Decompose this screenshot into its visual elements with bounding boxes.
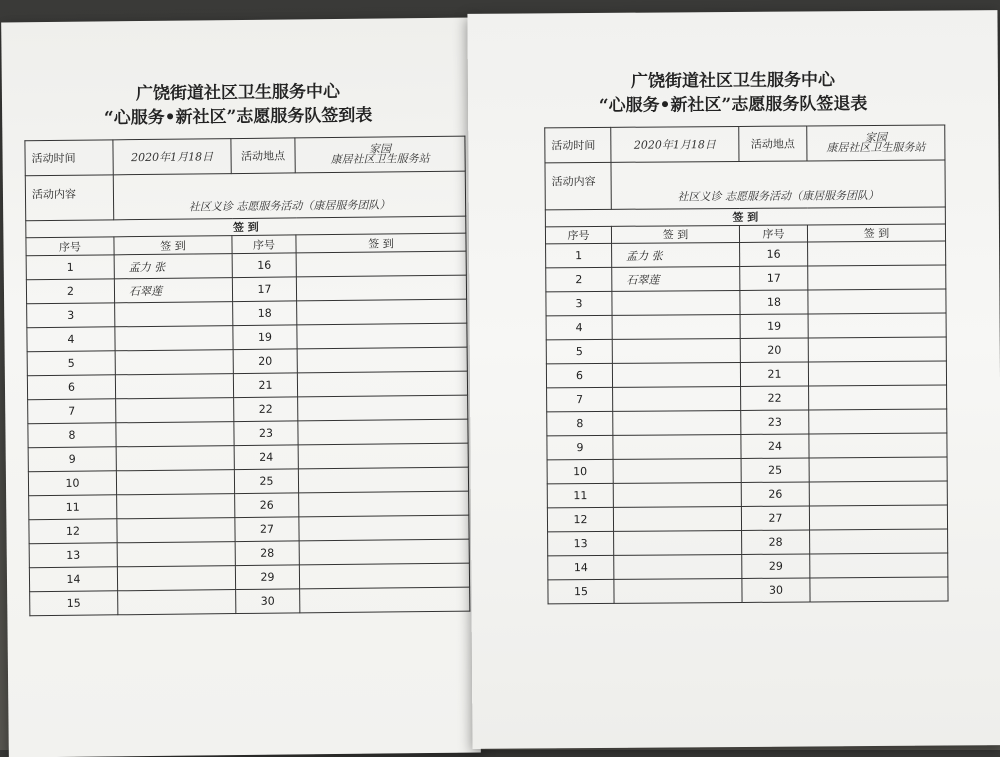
- section-header: 签 到: [26, 216, 466, 238]
- sheet-title-line2: “心服务•新社区”志愿服务队签退表: [598, 94, 868, 116]
- signature-cell: [117, 518, 235, 543]
- signature-cell: [809, 409, 947, 434]
- row-number: 16: [232, 253, 296, 278]
- sheet-title-line1: 广饶街道社区卫生服务中心: [630, 70, 835, 92]
- row-number: 18: [740, 290, 808, 314]
- signature-cell: [297, 323, 467, 349]
- signature-cell: [298, 419, 468, 445]
- row-number: 10: [28, 471, 116, 496]
- row-number: 17: [232, 277, 296, 302]
- col-header-sign: 签 到: [296, 233, 466, 253]
- signature-cell: [810, 577, 948, 602]
- signature-cell: [614, 578, 742, 603]
- row-number: 10: [547, 459, 613, 483]
- table-row: [547, 433, 947, 460]
- row-number: 3: [546, 291, 612, 315]
- col-header-no: 序号: [26, 237, 114, 256]
- signature-cell: [613, 386, 741, 411]
- row-number: 23: [234, 421, 298, 446]
- row-number: 30: [236, 589, 300, 614]
- signature-cell: [296, 275, 466, 301]
- signature-cell: [614, 530, 742, 555]
- signature-cell: 石翠莲: [114, 278, 232, 303]
- table-row: [547, 457, 947, 484]
- row-number: 11: [29, 495, 117, 520]
- row-number: 8: [28, 423, 116, 448]
- row-number: 21: [740, 362, 808, 386]
- row-number: 14: [29, 567, 117, 592]
- table-row: [548, 529, 948, 556]
- signature-cell: [808, 289, 946, 314]
- row-number: 28: [235, 541, 299, 566]
- row-number: 6: [27, 375, 115, 400]
- row-number: 14: [548, 555, 614, 579]
- signature-cell: [808, 361, 946, 386]
- table-row: [547, 409, 947, 436]
- row-number: 25: [741, 458, 809, 482]
- col-header-no: 序号: [545, 226, 611, 243]
- row-number: 19: [233, 325, 297, 350]
- row-number: 9: [547, 435, 613, 459]
- col-header-sign: 签 到: [114, 236, 232, 255]
- section-header: 签 到: [545, 207, 945, 227]
- signature-cell: [809, 481, 947, 506]
- signature-cell: [300, 587, 470, 613]
- signature-cell: 孟力 张: [612, 242, 740, 267]
- row-number: 22: [741, 386, 809, 410]
- row-number: 18: [233, 301, 297, 326]
- signature-cell: [808, 265, 946, 290]
- signature-cell: [115, 302, 233, 327]
- activity-place-label: 活动地点: [739, 126, 807, 161]
- table-row: [547, 481, 947, 508]
- signature-cell: [116, 422, 234, 447]
- row-number: 11: [547, 483, 613, 507]
- table-row: [546, 361, 946, 388]
- row-number: 29: [742, 554, 810, 578]
- col-header-sign: 签 到: [611, 225, 739, 243]
- row-number: 24: [741, 434, 809, 458]
- signature-cell: [612, 290, 740, 315]
- signature-cell: [808, 313, 946, 338]
- sign-in-sheet: [1, 18, 481, 757]
- row-number: 19: [740, 314, 808, 338]
- row-number: 13: [29, 543, 117, 568]
- table-row: [546, 241, 946, 268]
- row-number: 2: [26, 279, 114, 304]
- row-number: 1: [546, 243, 612, 267]
- signature-cell: [808, 337, 946, 362]
- signature-cell: [115, 374, 233, 399]
- row-number: 20: [740, 338, 808, 362]
- row-number: 7: [547, 387, 613, 411]
- activity-place-value-line1: 家园: [368, 142, 392, 156]
- table-row: [546, 265, 946, 292]
- signature-cell: [115, 350, 233, 375]
- row-number: 17: [740, 266, 808, 290]
- row-number: 1: [26, 255, 114, 280]
- row-number: 26: [741, 482, 809, 506]
- signature-cell: [299, 491, 469, 517]
- row-number: 5: [27, 351, 115, 376]
- signature-cell: [612, 338, 740, 363]
- activity-content-value: 社区义诊 志愿服务活动（康居服务团队）: [611, 160, 945, 209]
- activity-time-label: 活动时间: [25, 140, 113, 176]
- row-number: 26: [235, 493, 299, 518]
- sign-in-table: [24, 136, 470, 617]
- table-row: [546, 337, 946, 364]
- row-number: 15: [548, 579, 614, 603]
- signature-cell: [810, 529, 948, 554]
- row-number: 6: [546, 363, 612, 387]
- signature-cell: 孟力 张: [114, 254, 232, 279]
- signature-cell: [809, 505, 947, 530]
- row-number: 7: [28, 399, 116, 424]
- activity-content-label: 活动内容: [25, 175, 113, 221]
- row-number: 28: [742, 530, 810, 554]
- signature-cell: [115, 326, 233, 351]
- activity-place-value: [807, 125, 945, 161]
- signature-cell: [612, 362, 740, 387]
- signature-cell: [613, 410, 741, 435]
- table-row: [548, 553, 948, 580]
- table-row: [547, 505, 947, 532]
- signature-cell: [613, 434, 741, 459]
- sign-out-sheet: [467, 10, 1000, 749]
- row-number: 27: [741, 506, 809, 530]
- row-number: 12: [29, 519, 117, 544]
- activity-time-label: 活动时间: [545, 127, 611, 162]
- signature-cell: [809, 433, 947, 458]
- signature-cell: [297, 347, 467, 373]
- activity-place-value-line2: 康居社区卫生服务站: [330, 152, 430, 167]
- activity-place-value-line1: 家园: [864, 130, 887, 145]
- signature-cell: [299, 563, 469, 589]
- signature-cell: [297, 299, 467, 325]
- row-number: 24: [234, 445, 298, 470]
- activity-time-value: 2020年1月18日: [611, 126, 739, 162]
- activity-content-value: 社区义诊 志愿服务活动（康居服务团队）: [113, 171, 465, 220]
- table-row: [546, 313, 946, 340]
- signature-cell: [117, 494, 235, 519]
- row-number: 23: [741, 410, 809, 434]
- row-number: 8: [547, 411, 613, 435]
- row-number: 4: [27, 327, 115, 352]
- signature-cell: [296, 251, 466, 277]
- signature-cell: [117, 566, 235, 591]
- sheet-title-line2: “心服务•新社区”志愿服务队签到表: [103, 105, 373, 129]
- signature-cell: [809, 385, 947, 410]
- activity-content-label: 活动内容: [545, 162, 611, 209]
- table-row: [548, 577, 948, 604]
- signature-cell: [118, 590, 236, 615]
- activity-place-label: 活动地点: [231, 138, 295, 174]
- signature-cell: [613, 506, 741, 531]
- row-number: 9: [28, 447, 116, 472]
- signature-cell: [298, 443, 468, 469]
- signature-cell: [809, 457, 947, 482]
- col-header-no: 序号: [232, 235, 296, 254]
- row-number: 21: [233, 373, 297, 398]
- table-row: [547, 385, 947, 412]
- signature-cell: [808, 241, 946, 266]
- signature-cell: [613, 458, 741, 483]
- row-number: 15: [30, 591, 118, 616]
- signature-cell: [116, 470, 234, 495]
- activity-time-value: 2020年1月18日: [113, 139, 231, 175]
- row-number: 27: [235, 517, 299, 542]
- signature-cell: [297, 371, 467, 397]
- row-number: 30: [742, 578, 810, 602]
- sheet-title-line1: 广饶街道社区卫生服务中心: [135, 81, 341, 105]
- signature-cell: [614, 554, 742, 579]
- sign-out-table: [544, 125, 948, 605]
- signature-cell: [299, 539, 469, 565]
- row-number: 4: [546, 315, 612, 339]
- row-number: 3: [27, 303, 115, 328]
- signature-cell: [298, 395, 468, 421]
- col-header-sign: 签 到: [807, 224, 945, 242]
- activity-place-value-line2: 康居社区卫生服务站: [826, 140, 926, 155]
- signature-cell: [810, 553, 948, 578]
- table-row: [30, 587, 470, 616]
- signature-cell: [117, 542, 235, 567]
- signature-cell: [613, 482, 741, 507]
- signature-cell: [299, 515, 469, 541]
- signature-cell: 石翠莲: [612, 266, 740, 291]
- row-number: 16: [740, 242, 808, 266]
- row-number: 13: [548, 531, 614, 555]
- signature-cell: [116, 446, 234, 471]
- row-number: 5: [546, 339, 612, 363]
- row-number: 25: [234, 469, 298, 494]
- signature-cell: [116, 398, 234, 423]
- row-number: 22: [234, 397, 298, 422]
- row-number: 29: [235, 565, 299, 590]
- row-number: 20: [233, 349, 297, 374]
- activity-place-value: [295, 136, 465, 173]
- col-header-no: 序号: [739, 225, 807, 242]
- signature-cell: [298, 467, 468, 493]
- signature-cell: [612, 314, 740, 339]
- row-number: 2: [546, 267, 612, 291]
- table-row: [546, 289, 946, 316]
- row-number: 12: [547, 507, 613, 531]
